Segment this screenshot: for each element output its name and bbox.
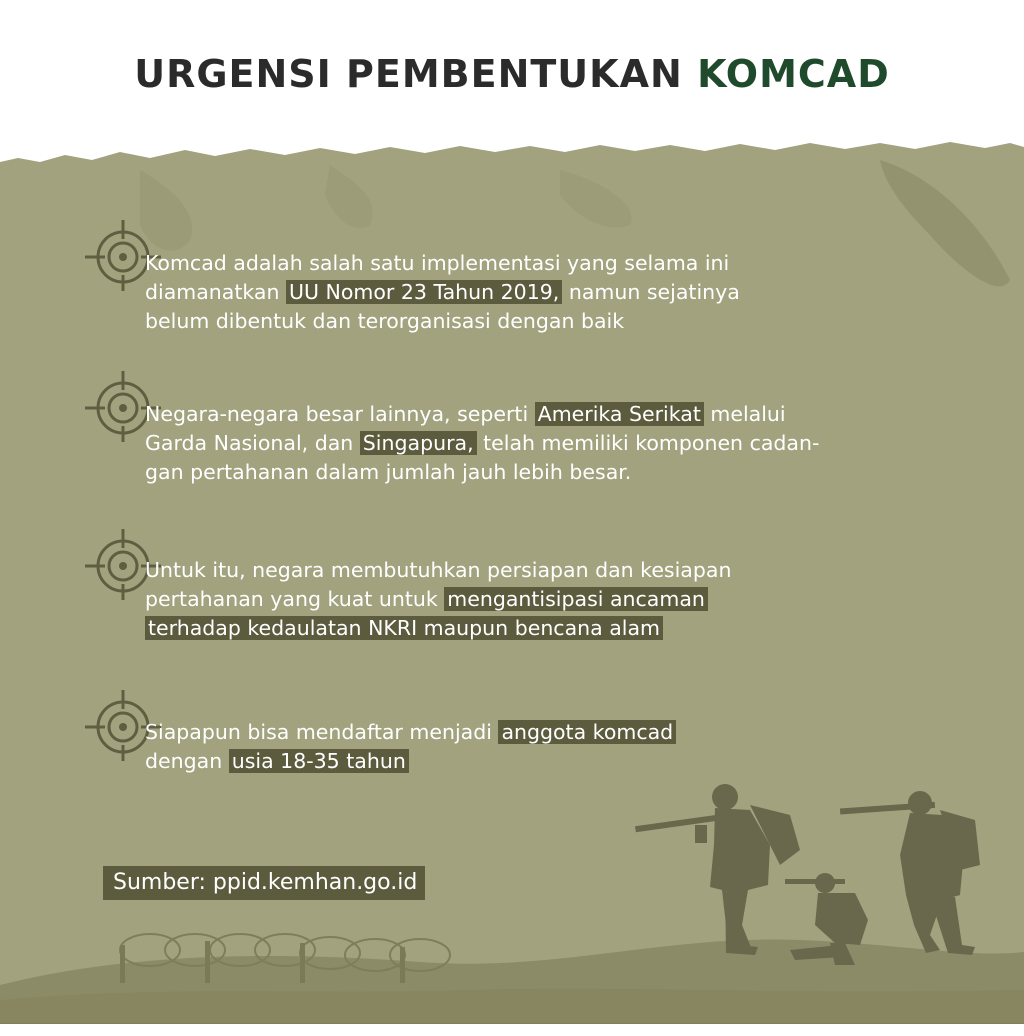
highlight-segment: Amerika Serikat [535, 402, 704, 426]
point-line [145, 278, 740, 307]
highlight-segment: terhadap kedaulatan NKRI maupun bencana alam [145, 616, 663, 640]
text-segment: Negara-negara besar lainnya, seperti [145, 402, 535, 426]
title-accent: KOMCAD [697, 52, 890, 96]
highlight-segment: UU Nomor 23 Tahun 2019, [286, 280, 562, 304]
text-segment: namun sejatinya [562, 280, 740, 304]
title-main: URGENSI PEMBENTUKAN [134, 52, 698, 96]
point-text [145, 249, 740, 336]
point-line: belum dibentuk dan terorganisasi dengan baik [145, 309, 625, 333]
text-segment: Garda Nasional, dan [145, 431, 360, 455]
point-line: Untuk itu, negara membutuhkan persiapan dan kesiapan [145, 558, 732, 582]
point-line: gan pertahanan dalam jumlah jauh lebih besar. [145, 460, 632, 484]
point-line: Komcad adalah salah satu implementasi yang selama ini [145, 251, 730, 275]
point-line [145, 614, 731, 643]
point-line [145, 585, 731, 614]
highlight-segment: usia 18-35 tahun [229, 749, 409, 773]
highlight-segment: anggota komcad [498, 720, 676, 744]
text-segment: telah memiliki komponen cadan- [476, 431, 820, 455]
text-segment: pertahanan yang kuat untuk [145, 587, 445, 611]
point-line [145, 400, 819, 429]
text-segment: diamanatkan [145, 280, 286, 304]
highlight-segment: mengantisipasi ancaman [444, 587, 708, 611]
point-line [145, 747, 676, 776]
point-text [145, 718, 676, 776]
text-segment: Siapapun bisa mendaftar menjadi [145, 720, 499, 744]
text-segment: dengan [145, 749, 229, 773]
source-label: Sumber: ppid.kemhan.go.id [103, 866, 425, 900]
point-line [145, 429, 819, 458]
point-text [145, 556, 731, 643]
point-line [145, 718, 676, 747]
point-text [145, 400, 819, 487]
highlight-segment: Singapura, [360, 431, 477, 455]
text-segment: melalui [703, 402, 786, 426]
